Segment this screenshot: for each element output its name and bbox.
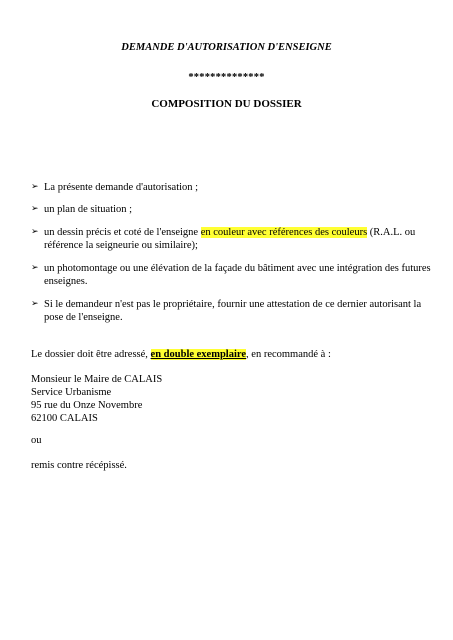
stars-separator: ************** <box>188 72 265 83</box>
list-item-text-start: un dessin précis et coté de l'enseigne <box>44 227 201 238</box>
arrow-bullet-icon: ➢ <box>31 182 39 192</box>
or-text: ou <box>31 435 42 446</box>
list-item-text: un photomontage ou une élévation de la façade du bâtiment avec une intégration des futures enseignes. <box>44 263 431 287</box>
address-line: Service Urbanisme <box>31 387 112 398</box>
list-item-text-end: (R.A.L. ou référence la seigneurie ou similaire); <box>44 227 416 251</box>
highlighted-text: en couleur avec références des couleurs <box>200 227 368 238</box>
arrow-bullet-icon: ➢ <box>31 263 39 273</box>
section-subtitle: COMPOSITION DU DOSSIER <box>151 98 302 110</box>
arrow-bullet-icon: ➢ <box>31 204 39 214</box>
address-intro-start: Le dossier doit être adressé, <box>31 349 151 360</box>
list-item-text: un plan de situation ; <box>44 204 133 215</box>
list-item-text <box>44 226 431 252</box>
address-line: 62100 CALAIS <box>31 413 98 424</box>
address-intro-end: , en recommandé à : <box>246 349 331 360</box>
address-line: Monsieur le Maire de CALAIS <box>31 374 163 385</box>
list-item-text: La présente demande d'autorisation ; <box>44 182 199 193</box>
list-item-text: Si le demandeur n'est pas le propriétaire, fournir une attestation de ce dernier autorisant la pose de l'enseigne. <box>44 299 422 323</box>
address-intro <box>31 348 431 361</box>
closing-text: remis contre récépissé. <box>31 460 127 471</box>
highlighted-text: en double exemplaire <box>150 349 247 360</box>
address-block <box>31 373 431 425</box>
arrow-bullet-icon: ➢ <box>31 227 39 237</box>
address-line: 95 rue du Onze Novembre <box>31 400 143 411</box>
document-title: DEMANDE D'AUTORISATION D'ENSEIGNE <box>121 42 332 53</box>
arrow-bullet-icon: ➢ <box>31 299 39 309</box>
